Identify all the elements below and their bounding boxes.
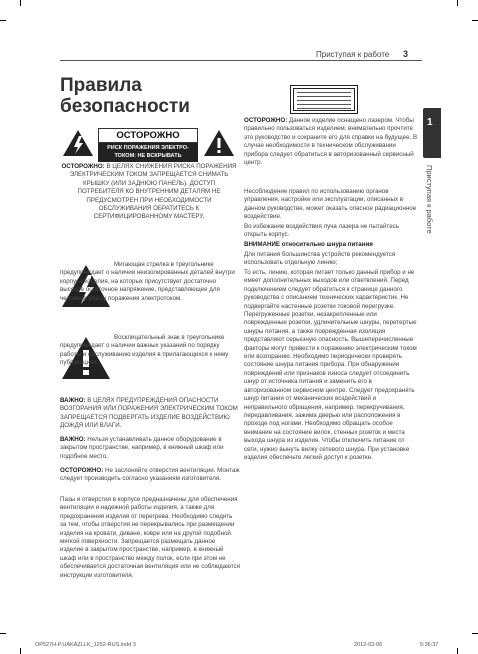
important-enclosure-text: Нельзя устанавливать данное оборудование в закрытом пространстве, например, в книжный шкаф или подобное место. xyxy=(60,436,224,460)
chapter-tab xyxy=(423,108,441,158)
important-rain-text: В ЦЕЛЯХ ПРЕДУПРЕЖДЕНИЯ ОПАСНОСТИ ВОЗГОРАНИЯ ИЛИ ПОРАЖЕНИЯ ЭЛЕКТРИЧЕСКИМ ТОКОМ ЗАПРЕЩАЕТСЯ ПОДВЕРГАТЬ ИЗДЕЛИЕ ВОЗДЕЙСТВИЮ ДОЖДЯ ИЛИ ВЛАГИ. xyxy=(60,397,238,430)
exclamation-warning-icon xyxy=(203,129,235,157)
caution-ventilation-lead: ОСТОРОЖНО: xyxy=(60,467,104,474)
crop-mark xyxy=(20,0,21,6)
crop-mark xyxy=(472,633,478,634)
header-rule xyxy=(60,60,422,61)
exclamation-note xyxy=(60,334,240,368)
important-rain-lead: ВАЖНО: xyxy=(60,397,86,404)
power-cord-line-note: Для питания большинства устройств рекомендуется использовать отдельную линию; xyxy=(244,251,396,267)
ventilation-paragraph: Пазы и отверстия в корпусе предназначены для обеспечения вентиляции и надежной работы изделия, а также для предохранения изделия от перегрева. Необходимо следить за тем, чтобы отверстия не перекрывались при размещении изделия на кровати, диване, ковре или на другой подобной мягкой поверхности. Запрещается размещать данное изделие в закрытом пространстве, например, в книжный шкаф или в пространство между полок, если при этом не обеспечивается достаточная вентиляция или не соблюдаются инструкции изготовителя. xyxy=(60,496,240,579)
crop-mark xyxy=(472,20,478,21)
caution-block xyxy=(60,128,233,162)
caution-text: В ЦЕЛЯХ СНИЖЕНИЯ РИСКА ПОРАЖЕНИЯ ЭЛЕКТРИЧЕСКИМ ТОКОМ ЗАПРЕЩАЕТСЯ СНИМАТЬ КРЫШКУ (ИЛИ ЗАДНЮЮ ПАНЕЛЬ). ДОСТУП ПОТРЕБИТЕЛЯ КО ВНУТРЕННИМ ДЕТАЛЯМ НЕ ПРЕДУСМОТРЕН ПРИ НЕОБХОДИМОСТИ ОБСЛУЖИВАНИЯ ОБРАТИТЕСЬ К СЕРТИФИЦИРОВАННОМУ МАСТЕРУ. xyxy=(69,163,237,221)
caution-label: ОСТОРОЖНО xyxy=(98,128,198,143)
footer-date: 2012-03-06 xyxy=(354,642,383,648)
crop-mark xyxy=(457,0,458,6)
footer-filename: OP527H-P.UAKAZLLK_1252-RUS.indd 3 xyxy=(35,642,136,648)
laser-caution xyxy=(244,117,420,167)
lightning-note-text: Мигающая стрелка в треугольнике предупреждает о наличии неизолированных деталей внутри корпуса изделия, на которых присутствует достаточно высокое остаточное напряжение, представляющее для человека угрозу поражения электротоком. xyxy=(60,261,235,302)
laser-controls-note: Несоблюдение правил по использованию органов управления, настройке или эксплуатации, описанных в данном руководстве, может оказать опасное радиационное воздействие. xyxy=(244,188,417,221)
power-cord-heading: ВНИМАНИЕ относительно шнура питания xyxy=(244,241,373,248)
running-header-section: Приступая к работе xyxy=(316,50,390,59)
crop-mark xyxy=(0,633,6,634)
important-enclosure-lead: ВАЖНО: xyxy=(60,436,86,443)
caution-paragraph xyxy=(60,163,238,222)
laser-caution-lead: ОСТОРОЖНО: xyxy=(244,117,288,124)
electric-shock-warning-icon xyxy=(62,129,94,157)
crop-mark xyxy=(0,20,6,21)
laser-open-note: Во избежание воздействия луча лазера не пытайтесь открыть корпус. xyxy=(244,223,399,239)
important-enclosure xyxy=(60,436,240,461)
caution-subtext: РИСК ПОРАЖЕНИЯ ЭЛЕКТРО- ТОКОМ: НЕ ВСКРЫВАТЬ xyxy=(98,143,198,162)
lightning-note xyxy=(60,261,240,303)
caution-ventilation xyxy=(60,467,240,484)
chapter-label: Приступая к работе xyxy=(425,165,434,234)
exclamation-note-text: Восклицательный знак в треугольнике предупреждает о наличии важных указаний по порядку работы и обслуживанию изделия в прилагающихся к нему публикациях. xyxy=(60,334,229,367)
laser-caution-text: Данное изделие оснащено лазером. Чтобы правильно пользоваться изделием, внимательно прочтите это руководство и сохраните его для справки на будущее. В случае необходимости в техническом обслуживании прибора следует обратиться в авторизованный сервисный центр. xyxy=(244,117,418,167)
page-title: Правила безопасности xyxy=(60,75,190,117)
caution-ventilation-text: Не заслоняйте отверстия вентиляции. Монтаж следует производить согласно указаниям изготовителя. xyxy=(60,467,240,483)
caution-lead: ОСТОРОЖНО: xyxy=(61,163,105,170)
page-number: 3 xyxy=(403,49,409,59)
laser-product-label-image xyxy=(290,85,358,114)
footer-time: 5:36:37 xyxy=(420,642,439,648)
crop-mark xyxy=(20,648,21,654)
crop-mark xyxy=(457,648,458,654)
important-rain xyxy=(60,397,240,431)
chapter-number: 1 xyxy=(427,117,433,128)
power-cord-paragraph: То есть, линию, которая питает только данный прибор и не имеет дополнительных выходов или ответвлений. Перед подключением следует обратиться к странице данного руководства с описанием технических характеристик. Не подвергайте настенные розетки токовой перегрузке. Перегруженные розетки, незакрепленные или поврежденные розетки, удлинительные шнуры, перетертые шнуры питания, а также поврежденная изоляция представляют серьезную опасность. Вышеперечисленные факторы могут привести к поражению электрическим током или возгоранию. Необходимо периодически проверять состояние шнура питания прибора. При обнаружении повреждений или признаков износа следует отсоединить шнур от источника питания и заменить его в авторизованном сервисном центре. Следует предохранять шнур питания от механических воздействий и неправильного обращения, например, перекручивания, передавливания, зажима дверью или расположения в проходе под ногами. Необходимо обращать особое внимание на состояние вилок, стенных розеток и места выхода шнура из изделия. Чтобы отключить питание от сети, нужно вынуть вилку сетевого шнура. При установке изделия обеспечьте легкий доступ к розетке. xyxy=(244,269,417,461)
